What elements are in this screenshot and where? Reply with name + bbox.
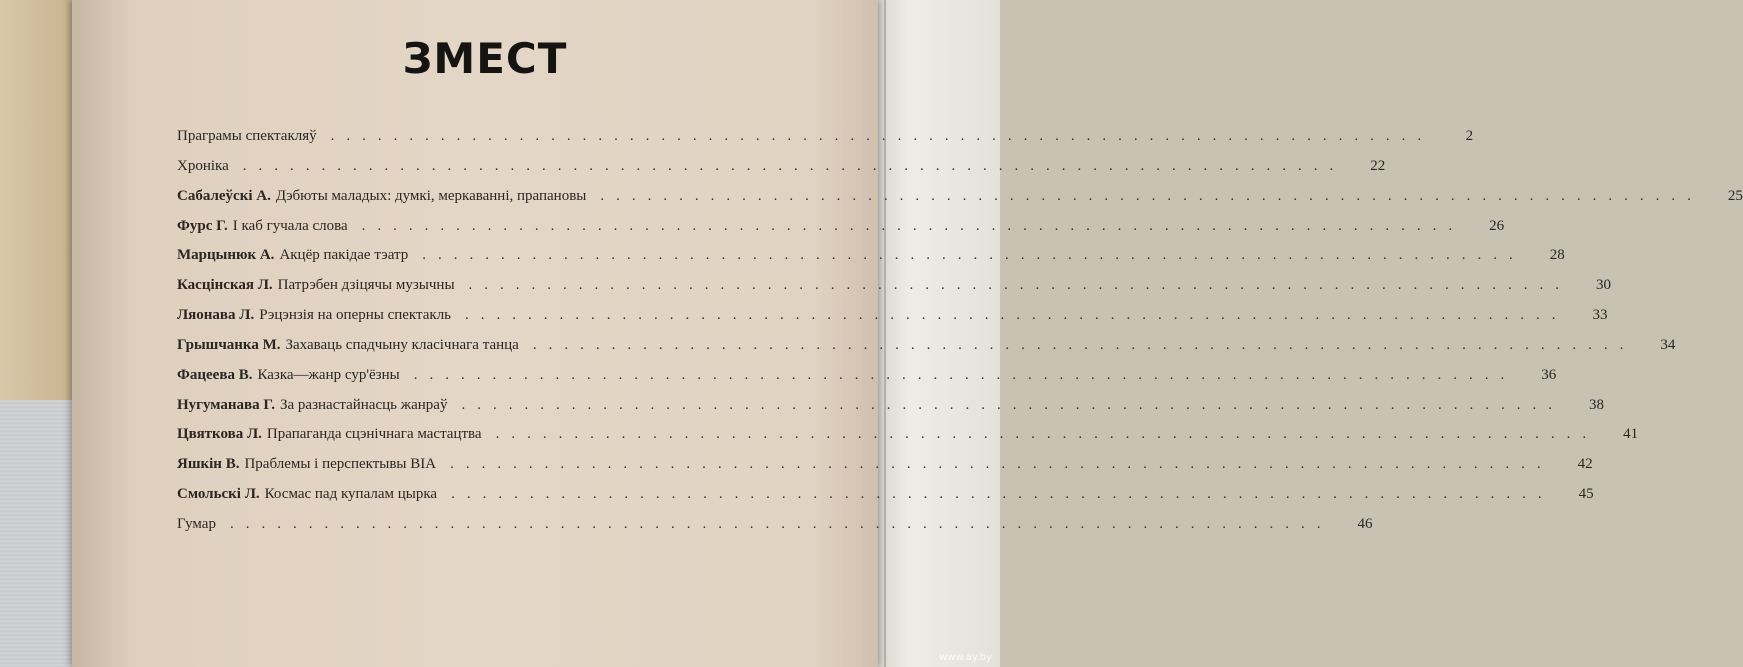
- toc-title: І каб гучала слова: [232, 217, 348, 234]
- toc-leader: ......................................................................: [465, 307, 1568, 324]
- toc-title: Захаваць спадчыну класічнага танца: [285, 336, 519, 353]
- toc-author: Грышчанка М.: [177, 336, 281, 353]
- toc-author: Марцынюк А.: [177, 247, 275, 264]
- toc-leader: ......................................................................: [413, 366, 1517, 383]
- toc-title: Казка—жанр сур'ёзны: [257, 366, 400, 383]
- toc-page-number: 36: [1541, 366, 1557, 383]
- toc-entry: [177, 152, 1386, 182]
- toc-author: Касцінская Л.: [177, 277, 273, 294]
- toc-author: Яшкін В.: [177, 456, 240, 473]
- toc-title: Хроніка: [177, 157, 229, 174]
- toc-title: Акцёр пакідае тэатр: [279, 247, 409, 264]
- toc-title: Прапаганда сцэнічнага мастацтва: [266, 426, 482, 443]
- page-title: ЗМЕСТ: [402, 34, 568, 83]
- toc-page-number: 41: [1623, 426, 1639, 443]
- toc-page-number: 33: [1592, 307, 1608, 324]
- toc-author: Нугуманава Г.: [177, 396, 275, 413]
- toc-title: Дэбюты маладых: думкі, меркаванні, прапановы: [275, 187, 587, 204]
- toc-page-number: 42: [1577, 456, 1593, 473]
- toc-entry: [177, 241, 1565, 271]
- toc-entry: [177, 331, 1676, 361]
- toc-title: За разнастайнасць жанраў: [280, 396, 448, 413]
- toc-entry: [177, 301, 1608, 331]
- toc-page-number: 30: [1596, 277, 1612, 294]
- toc-leader: ......................................................................: [330, 128, 1434, 144]
- toc-entry: [177, 182, 1743, 212]
- toc-title: Гумар: [177, 515, 216, 532]
- toc-author: Фацеева В.: [177, 366, 253, 383]
- toc-page-number: 38: [1588, 396, 1604, 413]
- toc-author: Сабалеўскі А.: [177, 187, 271, 204]
- toc-entry: [177, 391, 1604, 421]
- toc-leader: ......................................................................: [461, 396, 1564, 413]
- toc-entry: [177, 480, 1594, 510]
- toc-leader: ......................................................................: [451, 486, 1554, 503]
- toc-page-number: 2: [1465, 128, 1474, 144]
- toc-entry: [177, 420, 1639, 450]
- toc-page-number: 26: [1489, 217, 1505, 234]
- toc-page-number: 34: [1660, 336, 1676, 353]
- toc-leader: ......................................................................: [361, 217, 1465, 234]
- toc-entry: [177, 122, 1474, 152]
- toc-entry: [177, 212, 1505, 242]
- toc-page-number: 46: [1357, 515, 1373, 532]
- toc-page-number: 45: [1578, 486, 1594, 503]
- toc-page-number: 22: [1370, 157, 1386, 174]
- toc-leader: ......................................................................: [495, 426, 1599, 443]
- toc-title: Праграмы спектакляў: [177, 128, 317, 144]
- toc-title: Патрэбен дзіцячы музычны: [277, 277, 455, 294]
- toc-author: Цвяткова Л.: [177, 426, 262, 443]
- toc-page-number: 28: [1549, 247, 1565, 264]
- toc-title: Космас пад купалам цырка: [264, 486, 438, 503]
- toc-leader: ......................................................................: [600, 187, 1703, 204]
- toc-leader: ......................................................................: [229, 515, 1333, 532]
- toc-author: Ляонава Л.: [177, 307, 255, 324]
- toc-entry: [177, 361, 1557, 391]
- table-of-contents: [177, 122, 1743, 540]
- toc-author: Фурс Г.: [177, 217, 228, 234]
- toc-leader: ......................................................................: [242, 157, 1346, 174]
- toc-leader: ......................................................................: [468, 277, 1572, 294]
- toc-entry: [177, 450, 1593, 480]
- toc-entry: [177, 271, 1612, 301]
- watermark: www.ay.by: [939, 652, 992, 663]
- toc-title: Рэцэнзія на оперны спектакль: [259, 307, 452, 324]
- toc-leader: ......................................................................: [532, 336, 1636, 353]
- toc-page-number: 25: [1727, 187, 1743, 204]
- toc-entry: [177, 510, 1373, 540]
- toc-author: Смольскі Л.: [177, 486, 260, 503]
- toc-leader: ......................................................................: [450, 456, 1553, 473]
- toc-title: Праблемы і перспектывы ВІА: [244, 456, 437, 473]
- toc-leader: ......................................................................: [422, 247, 1525, 264]
